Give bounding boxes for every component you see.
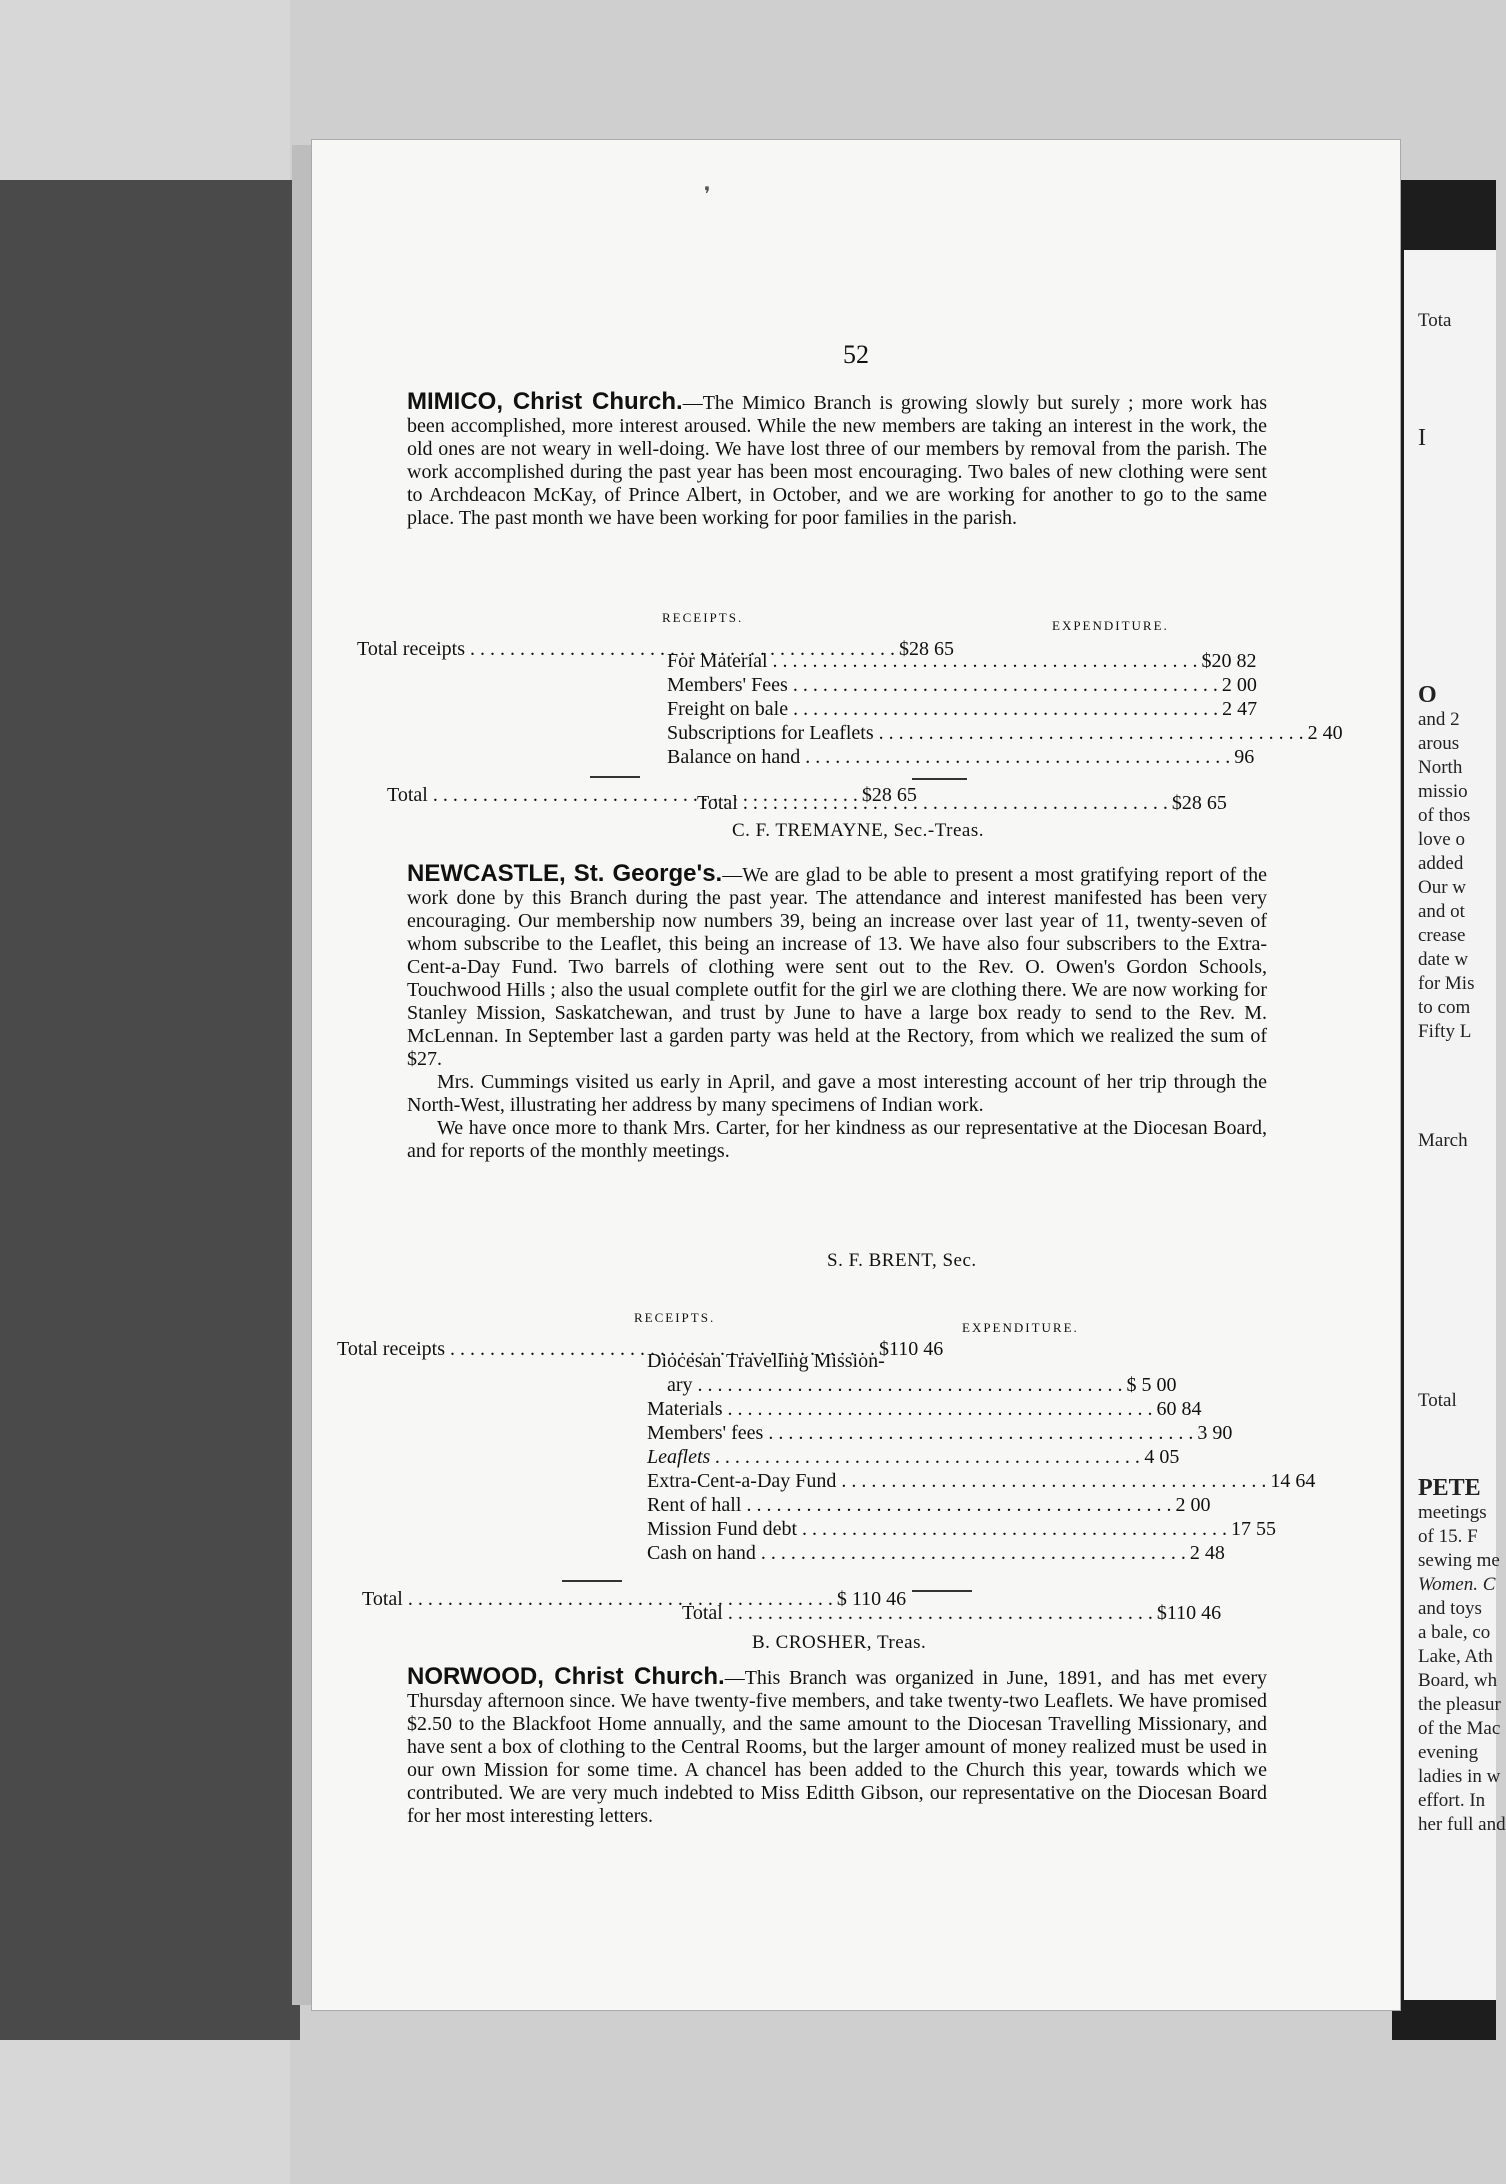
fragment: meetings — [1418, 1502, 1487, 1523]
row-label: Rent of hall . . . — [647, 1494, 1171, 1517]
row-amount: 2 00 — [1221, 674, 1257, 696]
section-heading: NORWOOD, Christ Church. — [407, 1663, 725, 1690]
row-amount: $ 5 00 — [1126, 1374, 1177, 1396]
fragment: ladies in w — [1418, 1766, 1501, 1787]
expenditure-row — [667, 674, 1257, 697]
section-mimico — [407, 390, 1267, 530]
row-amount: $110 46 — [879, 1338, 944, 1360]
fragment: Total — [1418, 1390, 1457, 1411]
document-page — [312, 140, 1400, 2010]
total-rule — [590, 776, 640, 778]
expenditure-row — [667, 650, 1257, 673]
fragment: Board, wh — [1418, 1670, 1498, 1691]
row-label: Total . . . — [682, 1602, 1153, 1625]
receipts-heading: RECEIPTS. — [662, 610, 744, 625]
fragment: Lake, Ath — [1418, 1646, 1493, 1667]
signature: S. F. BRENT, Sec. — [827, 1250, 977, 1271]
fragment: her full and — [1418, 1814, 1506, 1835]
expenditure-heading: EXPENDITURE. — [962, 1320, 1079, 1335]
row-amount: $28 65 — [861, 784, 917, 806]
expenditure-total — [682, 1602, 1222, 1625]
row-amount: 2 47 — [1222, 698, 1258, 720]
row-amount: 2 48 — [1189, 1542, 1225, 1564]
fragment: O — [1418, 682, 1437, 708]
row-amount: 96 — [1234, 746, 1255, 768]
receipts-total — [362, 1588, 907, 1611]
row-label: Total receipts . . . — [337, 1338, 875, 1361]
next-page-fragment — [1404, 250, 1506, 2000]
section-body: —This Branch was organized in June, 1891, and has met every Thursday afternoon since. We have twenty-five members, and take twenty-two Leaflets. We have promised $2.50 to the Blackfoot Home annually, and the same amount to the Diocesan Travelling Missionary, and have sent a box of clothing to the Central Rooms, but the larger amount of money realized must be used in our own Mission for some time. A chancel has been added to the Church this year, towards which we contributed. We are very much indebted to Miss Editth Gibson, our representative on the Diocesan Board for her most interesting letters. — [407, 1667, 1267, 1827]
fragment: and 2 — [1418, 709, 1460, 730]
row-amount: $20 82 — [1201, 650, 1257, 672]
fragment: added — [1418, 853, 1464, 874]
expenditure-row — [647, 1518, 1277, 1541]
row-label: ary . . . — [667, 1374, 1123, 1397]
row-amount: 2 00 — [1175, 1494, 1211, 1516]
fragment: of 15. F — [1418, 1526, 1478, 1547]
fragment: missio — [1418, 781, 1468, 802]
row-label: Mission Fund debt . . . — [647, 1518, 1227, 1541]
expenditure-row — [667, 722, 1343, 745]
row-amount: $28 65 — [1171, 792, 1227, 814]
fragment: a bale, co — [1418, 1622, 1491, 1643]
row-label: Members' fees . . . — [647, 1422, 1193, 1445]
smudge-mark: ❜ — [704, 184, 711, 206]
expenditure-row — [647, 1470, 1316, 1493]
row-amount: 4 05 — [1144, 1446, 1180, 1468]
fragment: effort. In — [1418, 1790, 1486, 1811]
expenditure-row — [667, 1374, 1177, 1397]
row-label: Cash on hand . . . — [647, 1542, 1186, 1565]
total-rule — [562, 1580, 622, 1582]
expenditure-row — [647, 1398, 1202, 1421]
expenditure-first-line — [647, 1350, 967, 1373]
row-amount: 14 64 — [1270, 1470, 1316, 1492]
row-label: Materials . . . — [647, 1398, 1153, 1421]
row-label: Leaflets . . . — [647, 1446, 1140, 1469]
fragment: March — [1418, 1130, 1468, 1151]
expenditure-row — [667, 746, 1255, 769]
row-amount: 60 84 — [1156, 1398, 1202, 1420]
fragment: evening — [1418, 1742, 1479, 1763]
page-number: 52 — [843, 340, 869, 369]
fragment: sewing me — [1418, 1550, 1500, 1571]
row-amount: $ 110 46 — [836, 1588, 907, 1610]
row-label: Freight on bale . . . — [667, 698, 1218, 721]
row-label: For Material . . . — [667, 650, 1198, 673]
row-amount: 2 40 — [1307, 722, 1343, 744]
fragment: to com — [1418, 997, 1471, 1018]
row-label: Total . . . — [387, 784, 858, 807]
receipts-total — [387, 784, 917, 807]
fragment: for Mis — [1418, 973, 1475, 994]
receipts-heading: RECEIPTS. — [634, 1310, 716, 1325]
total-rule — [912, 1590, 972, 1592]
row-label: Diocesan Travelling Mission- — [647, 1350, 885, 1372]
fragment: PETE — [1418, 1475, 1481, 1501]
row-label: Members' Fees . . . — [667, 674, 1218, 697]
row-label: Total . . . — [697, 792, 1168, 815]
row-label: Total . . . — [362, 1588, 833, 1611]
row-amount: 3 90 — [1197, 1422, 1233, 1444]
fragment: love o — [1418, 829, 1465, 850]
section-heading: MIMICO, Christ Church. — [407, 388, 683, 415]
row-label: Total receipts . . . — [357, 638, 895, 661]
fragment: Women. C — [1418, 1574, 1496, 1595]
fragment: of the Mac — [1418, 1718, 1501, 1739]
expenditure-heading: EXPENDITURE. — [1052, 618, 1169, 633]
fragment: and toys — [1418, 1598, 1482, 1619]
fragment: crease — [1418, 925, 1466, 946]
expenditure-row — [647, 1422, 1233, 1445]
expenditure-total — [697, 792, 1227, 815]
fragment: Our w — [1418, 877, 1467, 898]
row-amount: $110 46 — [1156, 1602, 1222, 1624]
fragment: of thos — [1418, 805, 1471, 826]
expenditure-row — [647, 1446, 1180, 1469]
expenditure-row — [667, 698, 1258, 721]
section-newcastle — [407, 862, 1267, 1163]
fragment: I — [1418, 425, 1426, 451]
section-body-2: Mrs. Cummings visited us early in April, and gave a most interesting account of her trip through the North-West, illustrating her address by many specimens of Indian work. — [407, 1071, 1267, 1116]
row-label: Subscriptions for Leaflets . . . — [667, 722, 1304, 745]
row-amount: $28 65 — [899, 638, 954, 660]
signature: C. F. TREMAYNE, Sec.-Treas. — [732, 820, 984, 841]
section-body-3: We have once more to thank Mrs. Carter, for her kindness as our representative at the Diocesan Board, and for reports of the monthly meetings. — [407, 1117, 1267, 1162]
fragment: Fifty L — [1418, 1021, 1472, 1042]
fragment: arous — [1418, 733, 1460, 754]
expenditure-row — [647, 1494, 1211, 1517]
book-binding-shadow — [0, 180, 300, 2040]
row-label: Balance on hand . . . — [667, 746, 1230, 769]
fragment: North — [1418, 757, 1463, 778]
total-rule — [912, 778, 967, 780]
expenditure-row — [647, 1542, 1225, 1565]
fragment: and ot — [1418, 901, 1465, 922]
section-heading: NEWCASTLE, St. George's. — [407, 860, 723, 887]
section-body: —We are glad to be able to present a most gratifying report of the work done by this Branch during the past year. The attendance and interest manifested has been very encouraging. Our membership now numbers 39, being an increase over last year of 11, twenty-seven of whom subscribe to the Leaflet, this being an increase of 13. We have also four subscribers to the Extra-Cent-a-Day Fund. Two barrels of clothing were sent out to the Rev. O. Owen's Gordon Schools, Touchwood Hills ; also the usual complete outfit for the girl we are clothing there. We are now working for Stanley Mission, Saskatchewan, and trust by June to have a large box ready to send to the Rev. M. McLennan. In September last a garden party was held at the Rectory, from which we realized the sum of $27. — [407, 864, 1267, 1070]
row-amount: 17 55 — [1231, 1518, 1277, 1540]
fragment: date w — [1418, 949, 1469, 970]
signature: B. CROSHER, Treas. — [752, 1632, 927, 1653]
fragment: the pleasur — [1418, 1694, 1501, 1715]
fragment: Tota — [1418, 310, 1452, 331]
section-norwood — [407, 1665, 1267, 1828]
row-label: Extra-Cent-a-Day Fund . . . — [647, 1470, 1266, 1493]
section-body: —The Mimico Branch is growing slowly but surely ; more work has been accomplished, more interest aroused. While the new members are taking an interest in the work, the old ones are not weary in well-doing. We have lost three of our members by removal from the parish. The work accomplished during the past year has been most encouraging. Two bales of new clothing were sent to Archdeacon McKay, of Prince Albert, in October, and we are working for another to go to the same place. The past month we have been working for poor families in the parish. — [407, 392, 1267, 529]
